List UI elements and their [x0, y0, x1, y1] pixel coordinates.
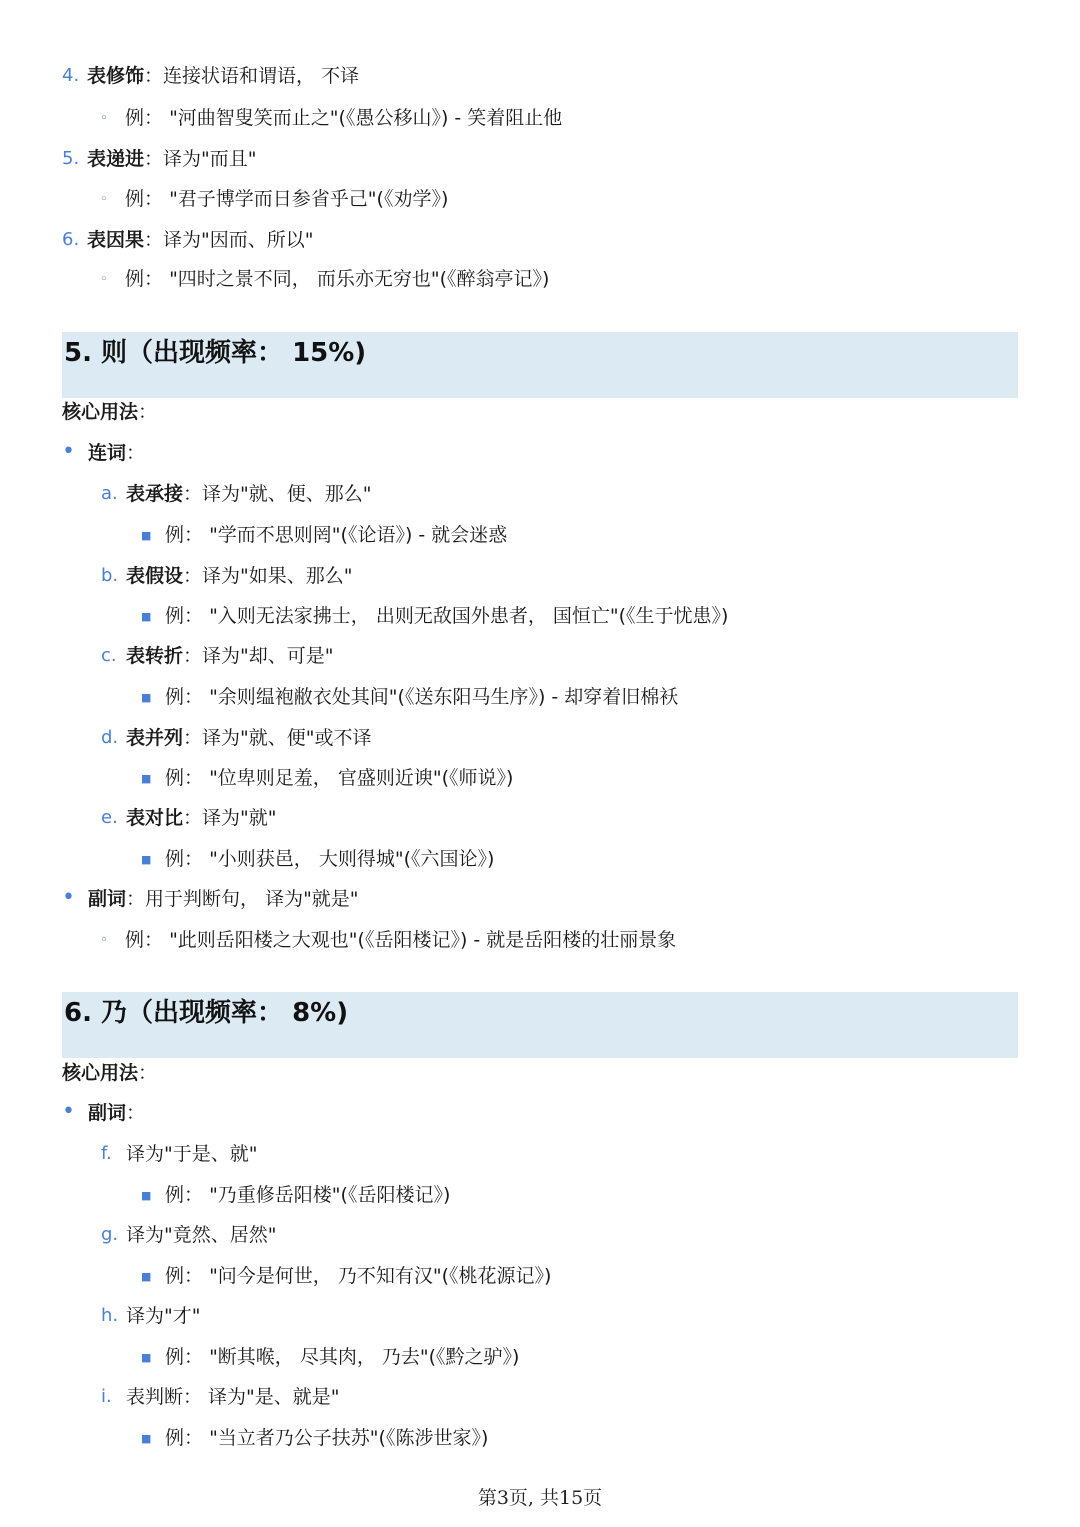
list-letter: h.	[101, 1305, 119, 1326]
square-bullet-icon: ■	[141, 1189, 152, 1202]
circle-bullet-icon: ◦	[100, 111, 108, 126]
section-title: 6. 乃（出现频率： 8%)	[64, 998, 349, 1028]
description: 译为"就"	[202, 807, 277, 829]
list-letter: b.	[101, 565, 119, 586]
square-bullet-icon: ■	[141, 529, 152, 542]
list-number: 4.	[62, 65, 80, 86]
list-number: 5.	[62, 148, 80, 169]
list-letter: i.	[101, 1386, 112, 1407]
term: 表并列	[126, 727, 184, 749]
example-text: "位卑则足羞， 官盛则近谀"(《师说》)	[209, 767, 514, 789]
description: 译为"却、可是"	[202, 645, 334, 667]
square-bullet-icon: ■	[141, 1351, 152, 1364]
square-bullet-icon: ■	[141, 772, 152, 785]
circle-bullet-icon: ◦	[100, 933, 108, 948]
list-letter: d.	[101, 727, 119, 748]
term: 连词	[88, 442, 127, 464]
example-text: "乃重修岳阳楼"(《岳阳楼记》)	[209, 1184, 451, 1206]
example-text: "问今是何世， 乃不知有汉"(《桃花源记》)	[209, 1265, 552, 1287]
description: 译为"就、便、那么"	[202, 483, 372, 505]
section-title: 5. 则（出现频率： 15%)	[64, 338, 367, 368]
list-letter: e.	[101, 807, 118, 828]
description: 译为"竟然、居然"	[126, 1224, 277, 1246]
example-text: "此则岳阳楼之大观也"(《岳阳楼记》) - 就是岳阳楼的壮丽景象	[169, 929, 677, 951]
core-usage-label: 核心用法：	[62, 1062, 158, 1084]
term: 表递进	[87, 148, 145, 170]
example-text: "四时之景不同， 而乐亦无穷也"(《醉翁亭记》)	[169, 268, 550, 290]
description: 译为"才"	[126, 1305, 201, 1327]
example-text: "学而不思则罔"(《论语》) - 就会迷惑	[209, 524, 508, 546]
bullet-icon: •	[62, 885, 75, 910]
example-text: "余则缊袍敝衣处其间"(《送东阳马生序》) - 却穿着旧棉袄	[209, 686, 679, 708]
term: 表承接	[126, 483, 184, 505]
square-bullet-icon: ■	[141, 610, 152, 623]
description: 表判断： 译为"是、就是"	[126, 1386, 340, 1408]
circle-bullet-icon: ◦	[100, 192, 108, 207]
bullet-icon: •	[62, 1099, 75, 1124]
square-bullet-icon: ■	[141, 691, 152, 704]
list-letter: a.	[101, 483, 118, 504]
list-number: 6.	[62, 229, 80, 250]
section-heading	[62, 992, 1018, 1058]
term: 表因果	[87, 229, 145, 251]
description: 连接状语和谓语， 不译	[163, 65, 360, 87]
example-text: "河曲智叟笑而止之"(《愚公移山》) - 笑着阻止他	[169, 107, 563, 129]
section-heading	[62, 332, 1018, 398]
description: 译为"因而、所以"	[163, 229, 314, 251]
term: 副词	[88, 888, 127, 910]
example-text: "入则无法家拂士， 出则无敌国外患者， 国恒亡"(《生于忧患》)	[209, 605, 729, 627]
square-bullet-icon: ■	[141, 853, 152, 866]
list-letter: c.	[101, 645, 117, 666]
term: 副词	[88, 1102, 127, 1124]
circle-bullet-icon: ◦	[100, 272, 108, 287]
description: 译为"如果、那么"	[202, 565, 353, 587]
square-bullet-icon: ■	[141, 1270, 152, 1283]
example-text: "小则获邑， 大则得城"(《六国论》)	[209, 848, 495, 870]
term: 表转折	[126, 645, 184, 667]
example-text: "当立者乃公子扶苏"(《陈涉世家》)	[209, 1427, 489, 1449]
page-footer: 第3页, 共15页	[477, 1487, 603, 1509]
list-letter: f.	[101, 1143, 112, 1164]
bullet-icon: •	[62, 439, 75, 464]
description: 译为"于是、就"	[126, 1143, 258, 1165]
description: 用于判断句， 译为"就是"	[145, 888, 359, 910]
list-letter: g.	[101, 1224, 119, 1245]
term: 表修饰	[87, 65, 145, 87]
term: 表对比	[126, 807, 184, 829]
description: 译为"就、便"或不译	[202, 727, 372, 749]
term: 表假设	[126, 565, 184, 587]
square-bullet-icon: ■	[141, 1432, 152, 1445]
example-text: "君子博学而日参省乎己"(《劝学》)	[169, 188, 449, 210]
description: 译为"而且"	[163, 148, 257, 170]
core-usage-label: 核心用法：	[62, 401, 158, 423]
example-text: "断其喉， 尽其肉， 乃去"(《黔之驴》)	[209, 1346, 520, 1368]
